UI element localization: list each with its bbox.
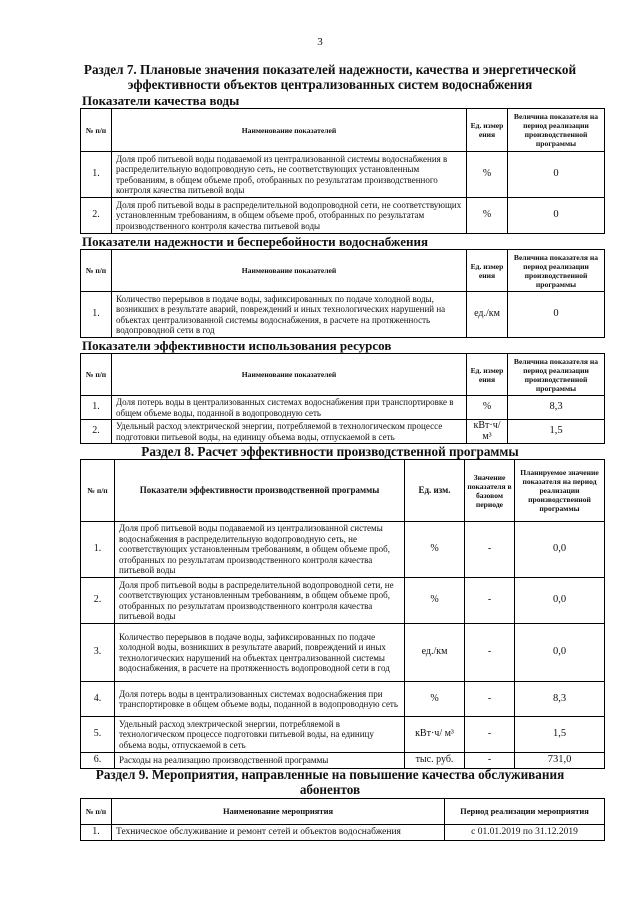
row-name: Доля потерь воды в централизованных системах водоснабжения при транспортировке в общем объеме воды, поданной в водопроводную сеть bbox=[115, 682, 405, 717]
efficiency-header-row bbox=[81, 354, 605, 396]
row-value: 1,5 bbox=[508, 420, 605, 444]
row-value: 8,3 bbox=[508, 396, 605, 420]
row-num: 1. bbox=[81, 522, 115, 578]
header-value: Величина показателя на период реализации производственной программы bbox=[508, 250, 605, 292]
table-row bbox=[81, 522, 605, 578]
header-num: № п/п bbox=[81, 799, 112, 825]
row-name: Доля проб питьевой воды в распределительной водопроводной сети, не соответствующих установленным требованиям, в общем объеме проб, отобранных по результатам производственного контроля качества питьевой воды bbox=[112, 198, 467, 234]
table-row bbox=[81, 396, 605, 420]
row-name: Количество перерывов в подаче воды, зафиксированных по подаче холодной воды, возникших в результате аварий, повреждений и иных технологических нарушений на объектах централизованной системы водоснабжения, в расчете на протяженность водопроводной сети в год bbox=[115, 624, 405, 682]
row-period: с 01.01.2019 по 31.12.2019 bbox=[445, 825, 605, 841]
header-unit: Ед. измер ения bbox=[467, 354, 508, 396]
section8-header-row bbox=[81, 460, 605, 522]
header-num: № п/п bbox=[81, 250, 112, 292]
row-planned: 731,0 bbox=[515, 753, 605, 769]
row-name: Техническое обслуживание и ремонт сетей и объектов водоснабжения bbox=[112, 825, 445, 841]
reliability-header-row bbox=[81, 250, 605, 292]
section9-table bbox=[80, 798, 605, 841]
row-num: 4. bbox=[81, 682, 115, 717]
row-num: 2. bbox=[81, 198, 112, 234]
header-name: Наименование показателей bbox=[112, 109, 467, 152]
section7-title-line2: эффективности объектов централизованных систем водоснабжения bbox=[127, 77, 533, 92]
header-period: Период реализации мероприятия bbox=[445, 799, 605, 825]
row-num: 5. bbox=[81, 717, 115, 753]
row-planned: 0,0 bbox=[515, 624, 605, 682]
header-base: Значение показателя в базовом периоде bbox=[465, 460, 515, 522]
efficiency-title: Показатели эффективности использования ресурсов bbox=[82, 338, 392, 353]
row-unit: % bbox=[467, 152, 508, 198]
row-num: 3. bbox=[81, 624, 115, 682]
table-row bbox=[81, 292, 605, 338]
header-name: Показатели эффективности производственной программы bbox=[115, 460, 405, 522]
section9-title-line2: абонентов bbox=[299, 782, 361, 797]
row-value: 0 bbox=[508, 198, 605, 234]
row-name: Доля потерь воды в централизованных системах водоснабжения при транспортировке в общем объеме воды, поданной в водопроводную сеть bbox=[112, 396, 467, 420]
reliability-title: Показатели надежности и бесперебойности водоснабжения bbox=[82, 234, 428, 249]
row-name: Удельный расход электрической энергии, потребляемой в технологическом процессе подготовки питьевой воды, на единицу объема воды, отпускаемой в сеть bbox=[115, 717, 405, 753]
header-unit: Ед. измер ения bbox=[467, 250, 508, 292]
table-row bbox=[81, 682, 605, 717]
header-name: Наименование показателей bbox=[112, 250, 467, 292]
row-name: Доля проб питьевой воды подаваемой из централизованной системы водоснабжения в распределительную водопроводную сеть, не соответствующих установленным требованиям, в общем объеме проб, отобранных по результатам производственного контроля качества питьевой воды bbox=[112, 152, 467, 198]
row-planned: 1,5 bbox=[515, 717, 605, 753]
row-num: 2. bbox=[81, 578, 115, 624]
row-num: 1. bbox=[81, 152, 112, 198]
header-planned: Планируемое значение показателя на период реализации производственной программы bbox=[515, 460, 605, 522]
row-value: 0 bbox=[508, 152, 605, 198]
row-name: Количество перерывов в подаче воды, зафиксированных по подаче холодной воды, возникших в результате аварий, повреждений и иных технологических нарушений на объектах централизованной системы водоснабжения, в расчете на протяженность водопроводной сети в год bbox=[112, 292, 467, 338]
table-row bbox=[81, 198, 605, 234]
header-name: Наименование показателей bbox=[112, 354, 467, 396]
header-num: № п/п bbox=[81, 109, 112, 152]
row-unit: % bbox=[405, 682, 465, 717]
page-number: 3 bbox=[317, 36, 323, 48]
row-unit: % bbox=[467, 396, 508, 420]
row-name: Удельный расход электрической энергии, потребляемой в технологическом процессе подготовки питьевой воды, на единицу объема воды, отпускаемой в сеть bbox=[112, 420, 467, 444]
section9-header-row bbox=[81, 799, 605, 825]
header-value: Величина показателя на период реализации производственной программы bbox=[508, 109, 605, 152]
row-num: 1. bbox=[81, 396, 112, 420]
quality-table bbox=[80, 108, 605, 234]
row-base: - bbox=[465, 682, 515, 717]
table-row bbox=[81, 825, 605, 841]
table-row bbox=[81, 717, 605, 753]
section8-title: Раздел 8. Расчет эффективности производственной программы bbox=[141, 444, 519, 459]
row-unit: тыс. руб. bbox=[405, 753, 465, 769]
table-row bbox=[81, 578, 605, 624]
row-value: 0 bbox=[508, 292, 605, 338]
header-value: Величина показателя на период реализации производственной программы bbox=[508, 354, 605, 396]
row-num: 1. bbox=[81, 825, 112, 841]
row-unit: ед./км bbox=[405, 624, 465, 682]
row-planned: 8,3 bbox=[515, 682, 605, 717]
row-num: 1. bbox=[81, 292, 112, 338]
header-num: № п/п bbox=[81, 354, 112, 396]
row-name: Доля проб питьевой воды подаваемой из централизованной системы водоснабжения в распределительную водопроводную сеть, не соответствующих установленным требованиям, в общем объеме проб, отобранных по результатам производственного контроля качества питьевой воды bbox=[115, 522, 405, 578]
section9-title-line1: Раздел 9. Мероприятия, направленные на повышение качества обслуживания bbox=[95, 767, 565, 782]
quality-title: Показатели качества воды bbox=[82, 93, 240, 108]
row-base: - bbox=[465, 753, 515, 769]
row-num: 6. bbox=[81, 753, 115, 769]
row-unit: % bbox=[405, 522, 465, 578]
reliability-table bbox=[80, 249, 605, 338]
row-name: Доля проб питьевой воды в распределительной водопроводной сети, не соответствующих установленным требованиям, в общем объеме проб, отобранных по результатам производственного контроля качества питьевой воды bbox=[115, 578, 405, 624]
section7-title-line1: Раздел 7. Плановые значения показателей надежности, качества и энергетической bbox=[83, 62, 577, 77]
table-row bbox=[81, 152, 605, 198]
table-row bbox=[81, 420, 605, 444]
row-num: 2. bbox=[81, 420, 112, 444]
row-unit: кВт·ч/ м³ bbox=[405, 717, 465, 753]
row-unit: % bbox=[405, 578, 465, 624]
table-row bbox=[81, 624, 605, 682]
row-planned: 0,0 bbox=[515, 522, 605, 578]
row-base: - bbox=[465, 717, 515, 753]
quality-header-row bbox=[81, 109, 605, 152]
row-base: - bbox=[465, 522, 515, 578]
row-unit: кВт·ч/ м³ bbox=[467, 420, 508, 444]
row-unit: % bbox=[467, 198, 508, 234]
row-base: - bbox=[465, 624, 515, 682]
row-base: - bbox=[465, 578, 515, 624]
row-planned: 0,0 bbox=[515, 578, 605, 624]
header-num: № п/п bbox=[81, 460, 115, 522]
section8-table bbox=[80, 459, 605, 769]
header-unit: Ед. измер ения bbox=[467, 109, 508, 152]
efficiency-table bbox=[80, 353, 605, 444]
header-name: Наименование мероприятия bbox=[112, 799, 445, 825]
row-unit: ед./км bbox=[467, 292, 508, 338]
row-name: Расходы на реализацию производственной программы bbox=[115, 753, 405, 769]
header-unit: Ед. изм. bbox=[405, 460, 465, 522]
